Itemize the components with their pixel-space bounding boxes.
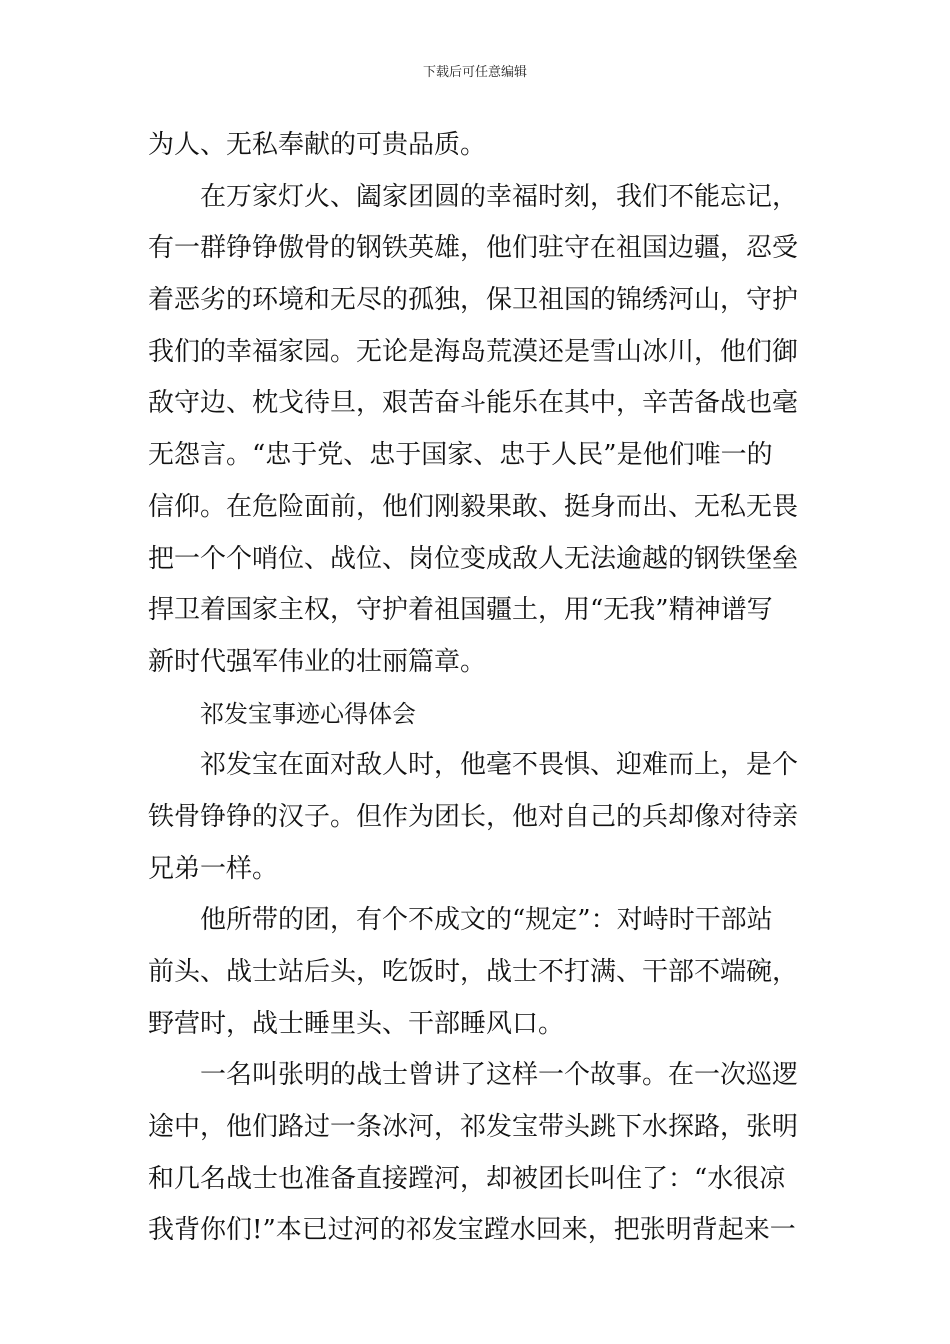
text-line: 我背你们!”本已过河的祁发宝蹚水回来，把张明背起来一: [148, 1215, 796, 1246]
text-line: 有一群铮铮傲骨的钢铁英雄，他们驻守在祖国边疆，忍受: [148, 233, 799, 264]
section-heading: 祁发宝事迹心得体会: [200, 699, 416, 728]
text-line: 前头、战士站后头，吃饭时，战士不打满、干部不端碗，: [148, 957, 799, 987]
text-line: 我们的幸福家园。无论是海岛荒漠还是雪山冰川，他们御: [148, 336, 799, 367]
text-line: 新时代强军伟业的壮丽篇章。: [148, 646, 487, 677]
document-body: [148, 120, 808, 1257]
text-line: 野营时，战士睡里头、干部睡风口。: [148, 1008, 565, 1039]
text-line: 着恶劣的环境和无尽的孤独，保卫祖国的锦绣河山，守护: [148, 285, 799, 316]
text-line: 敌守边、枕戈待旦，艰苦奋斗能乐在其中，辛苦备战也毫: [148, 388, 799, 419]
text-line: 把一个个哨位、战位、岗位变成敌人无法逾越的钢铁堡垒: [148, 543, 799, 574]
text-line: 铁骨铮铮的汉子。但作为团长，他对自己的兵却像对待亲: [148, 801, 799, 832]
text-line: 在万家灯火、阖家团圆的幸福时刻，我们不能忘记，: [200, 181, 799, 212]
text-line: 信仰。在危险面前，他们刚毅果敢、挺身而出、无私无畏: [148, 491, 799, 522]
page-header: 下载后可任意编辑: [422, 65, 527, 80]
text-line: 和几名战士也准备直接蹚河，却被团长叫住了：“水很凉: [148, 1163, 786, 1194]
text-line: 为人、无私奉献的可贵品质。: [148, 130, 487, 160]
text-line: 祁发宝在面对敌人时，他毫不畏惧、迎难而上，是个: [200, 750, 799, 781]
text-line: 他所带的团，有个不成文的“规定”：对峙时干部站: [200, 905, 773, 936]
text-line: 无怨言。“忠于党、忠于国家、忠于人民”是他们唯一的: [148, 440, 773, 471]
text-line: 途中，他们路过一条冰河，祁发宝带头跳下水探路，张明: [148, 1112, 799, 1143]
text-line: 捍卫着国家主权，守护着祖国疆土，用“无我”精神谱写: [148, 595, 773, 626]
text-line: 兄弟一样。: [148, 853, 279, 884]
text-line: 一名叫张明的战士曾讲了这样一个故事。在一次巡逻: [200, 1060, 799, 1091]
